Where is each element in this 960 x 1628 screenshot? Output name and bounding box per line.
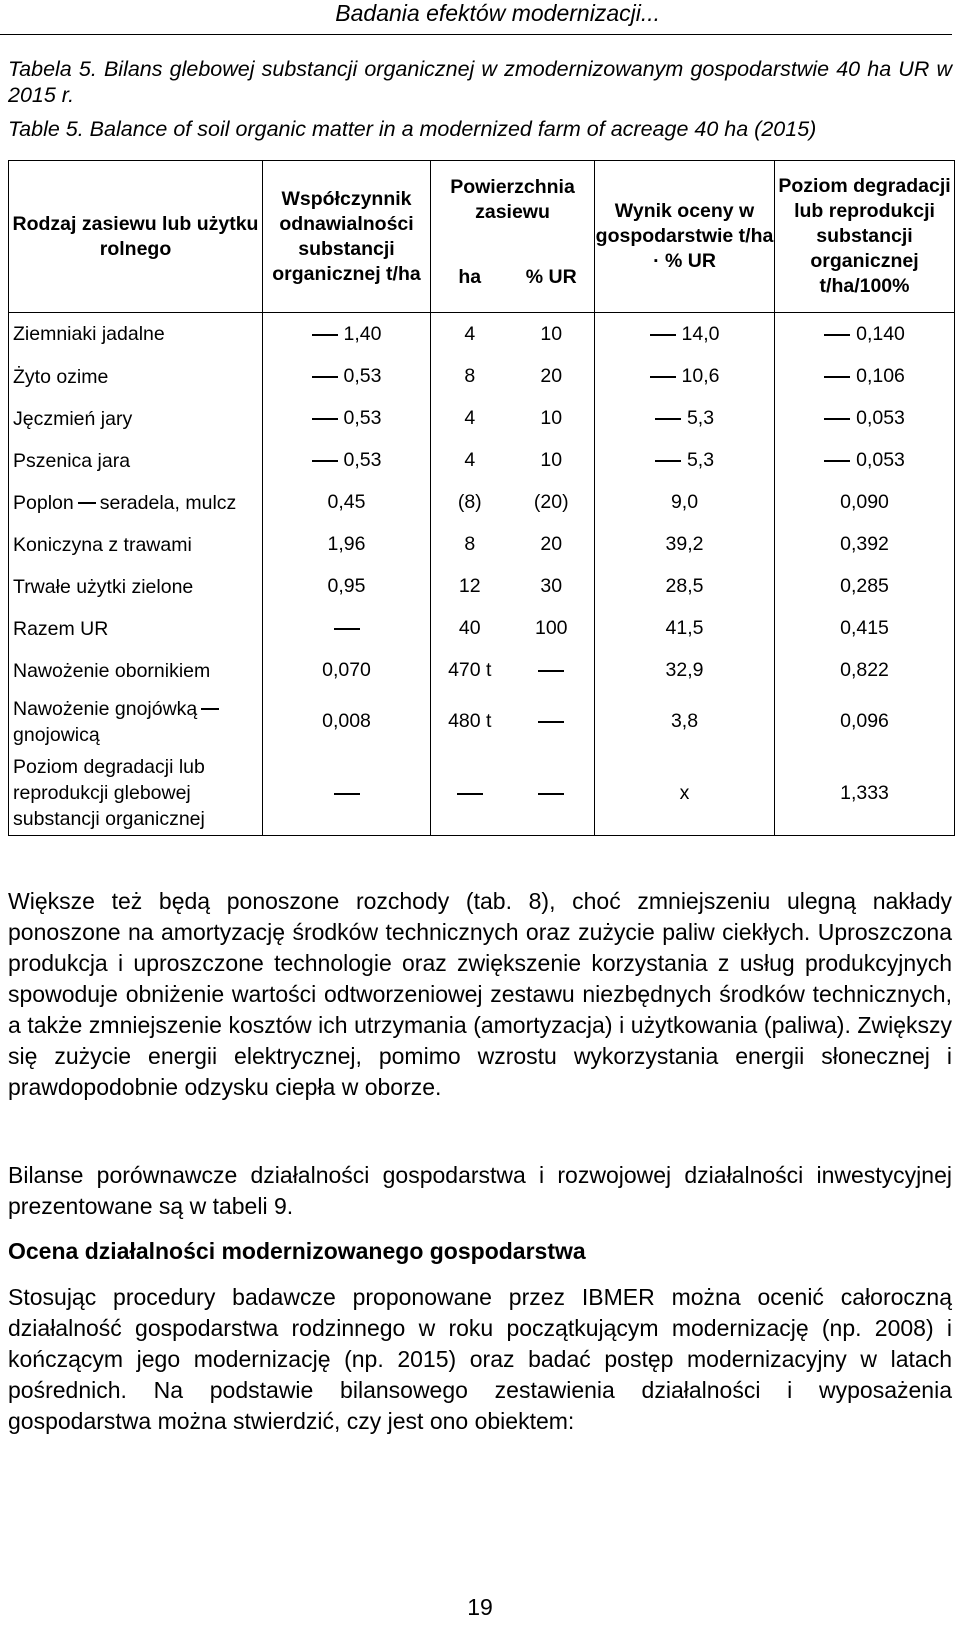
cell-ha: 8 xyxy=(464,533,476,555)
cell-level: 0,106 xyxy=(856,365,905,387)
row-label: Koniczyna z trawami xyxy=(9,524,263,566)
table-row xyxy=(9,524,955,566)
section-heading: Ocena działalności modernizowanego gospodarstwa xyxy=(8,1238,586,1264)
cell-ha: 470 t xyxy=(448,659,492,681)
cell-ha: 480 t xyxy=(448,710,492,732)
cell-coefficient: 0,53 xyxy=(343,449,382,471)
cell-ha: 8 xyxy=(464,365,476,387)
cell-ur: 10 xyxy=(509,313,595,356)
row-label: Nawożenie gnojówką gnojowicą xyxy=(9,692,263,752)
cell-level: 0,285 xyxy=(775,566,955,608)
paragraph-balances: Bilanse porównawcze działalności gospodarstwa i rozwojowej działalności inwestycyjnej prezentowane są w tabeli 9. xyxy=(8,1162,952,1219)
table-row xyxy=(9,398,955,440)
cell-coefficient: 0,45 xyxy=(263,482,431,524)
table-row xyxy=(9,752,955,836)
table-row xyxy=(9,313,955,356)
cell-level: 0,053 xyxy=(856,407,905,429)
header-renewal-coefficient: Współczynnik odnawialności substancji organicznej t/ha xyxy=(263,161,431,313)
cell-ur: 30 xyxy=(509,566,595,608)
cell-result: 3,8 xyxy=(595,692,775,752)
row-label: Razem UR xyxy=(9,608,263,650)
cell-result: 5,3 xyxy=(686,407,715,429)
cell-ur xyxy=(509,650,595,692)
cell-result: 28,5 xyxy=(595,566,775,608)
cell-coefficient: 0,53 xyxy=(343,407,382,429)
running-title: Badania efektów modernizacji... xyxy=(335,0,660,26)
cell-level: 0,053 xyxy=(856,449,905,471)
cell-ur xyxy=(509,692,595,752)
cell-level: 0,140 xyxy=(856,322,905,345)
table-row xyxy=(9,356,955,398)
table-row xyxy=(9,482,955,524)
table-row xyxy=(9,440,955,482)
header-area-ha: ha xyxy=(431,243,509,313)
cell-ur: 20 xyxy=(509,356,595,398)
cell-ur: 20 xyxy=(509,524,595,566)
cell-coefficient: 1,96 xyxy=(263,524,431,566)
cell-level: 0,090 xyxy=(775,482,955,524)
cell-coefficient: 0,95 xyxy=(263,566,431,608)
header-crop-type: Rodzaj zasiewu lub użytku rolnego xyxy=(9,161,263,313)
cell-coefficient xyxy=(263,752,431,836)
cell-result: 32,9 xyxy=(595,650,775,692)
cell-ha: 12 xyxy=(458,575,481,597)
header-sown-area: Powierzchnia zasiewu xyxy=(431,161,595,243)
cell-level: 0,822 xyxy=(775,650,955,692)
running-header xyxy=(0,0,952,35)
table-caption-pl: Tabela 5. Bilans glebowej substancji organicznej w zmodernizowanym gospodarstwie 40 ha UR w 2015 r. xyxy=(8,57,952,107)
row-label: Poziom degradacji lub reprodukcji glebowej substancji organicznej xyxy=(9,752,263,836)
cell-ha: 4 xyxy=(464,407,476,429)
cell-result: 41,5 xyxy=(595,608,775,650)
row-label: Pszenica jara xyxy=(9,440,263,482)
cell-ur: 100 xyxy=(509,608,595,650)
header-area-ur: % UR xyxy=(509,243,595,313)
header-farm-result: Wynik oceny w gospodarstwie t/ha · % UR xyxy=(595,161,775,313)
paragraph-assessment: Stosując procedury badawcze proponowane przez IBMER można ocenić całoroczną działalność gospodarstwa rodzinnego w roku początkującym modernizację (np. 2008) i kończącym jego modernizację (np. 2015) oraz badać postęp modernizacyjny w latach pośrednich. Na podstawie bilansowego zestawienia działalności i wyposażenia gospodarstwa można stwierdzić, czy jest ono obiektem: xyxy=(8,1284,952,1434)
cell-result: 5,3 xyxy=(686,449,715,471)
cell-ha: 4 xyxy=(464,449,476,471)
cell-coefficient: 0,070 xyxy=(263,650,431,692)
cell-ha xyxy=(431,752,509,836)
table-row xyxy=(9,566,955,608)
cell-ur xyxy=(509,752,595,836)
row-label: Trwałe użytki zielone xyxy=(9,566,263,608)
row-label: Poplon seradela, mulcz xyxy=(9,482,263,524)
row-label: Ziemniaki jadalne xyxy=(9,313,263,356)
cell-result: 39,2 xyxy=(595,524,775,566)
header-degradation-level: Poziom degradacji lub reprodukcji substancji organicznej t/ha/100% xyxy=(775,161,955,313)
cell-result: 14,0 xyxy=(681,322,720,345)
page-number: 19 xyxy=(467,1594,493,1620)
cell-ur: 10 xyxy=(509,398,595,440)
table-row xyxy=(9,608,955,650)
cell-coefficient xyxy=(263,608,431,650)
cell-result: 9,0 xyxy=(595,482,775,524)
row-label: Jęczmień jary xyxy=(9,398,263,440)
cell-result: 10,6 xyxy=(681,365,720,387)
cell-ur: 10 xyxy=(509,440,595,482)
row-label: Nawożenie obornikiem xyxy=(9,650,263,692)
organic-matter-balance-table xyxy=(8,160,955,836)
cell-level: 1,333 xyxy=(775,752,955,836)
cell-level: 0,096 xyxy=(775,692,955,752)
cell-coefficient: 0,008 xyxy=(263,692,431,752)
cell-ha: 4 xyxy=(464,322,476,345)
cell-level: 0,415 xyxy=(775,608,955,650)
cell-level: 0,392 xyxy=(775,524,955,566)
table-caption-en: Table 5. Balance of soil organic matter in a modernized farm of acreage 40 ha (2015) xyxy=(8,117,817,141)
row-label: Żyto ozime xyxy=(9,356,263,398)
cell-ha: (8) xyxy=(457,491,482,513)
cell-ur: (20) xyxy=(509,482,595,524)
cell-coefficient: 1,40 xyxy=(343,322,382,345)
cell-coefficient: 0,53 xyxy=(343,365,382,387)
table-row xyxy=(9,692,955,752)
paragraph-expenses: Większe też będą ponoszone rozchody (tab. 8), choć zmniejszeniu ulegną nakłady ponoszone na amortyzację środków technicznych oraz zużycie paliw ciekłych. Uproszczona produkcja i uproszczone technologie oraz zwiększenie korzystania z usług produkcyjnych spowoduje obniżenie wartości odtworzeniowej zestawu niezbędnych środków technicznych, a także zmniejszenie kosztów ich utrzymania (amortyzacja) i użytkowania (paliwa). Zwiększy się zużycie energii elektrycznej, pomimo wzrostu wykorzystania energii słonecznej i prawdopodobnie odzysku ciepła w oborze. xyxy=(8,888,952,1100)
cell-result: x xyxy=(595,752,775,836)
cell-ha: 40 xyxy=(458,617,481,639)
table-row xyxy=(9,650,955,692)
